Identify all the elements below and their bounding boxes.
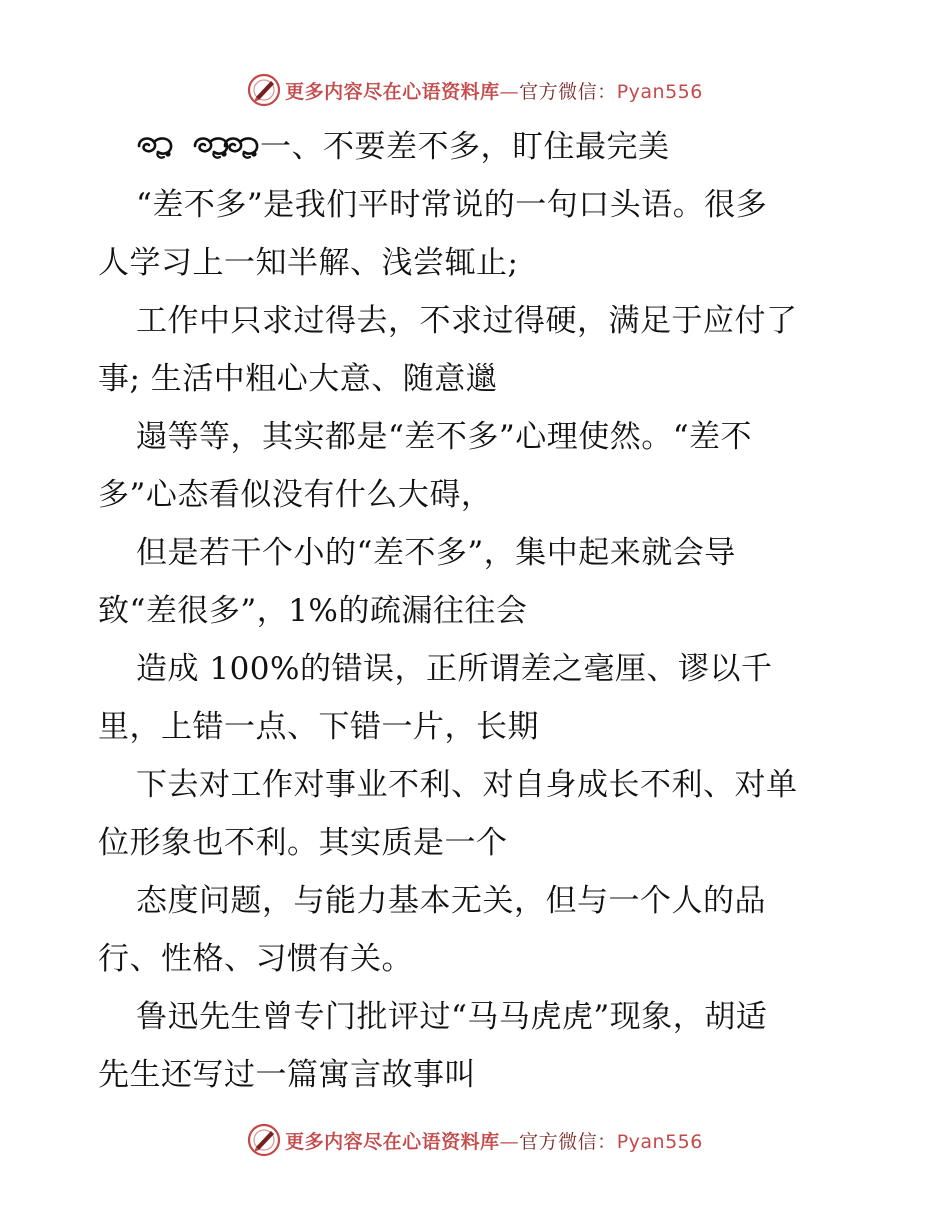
paragraph-line: 致“差很多”，1%的疏漏往往会 — [98, 593, 528, 629]
pen-logo-icon — [247, 73, 281, 107]
paragraph-line: 遢等等，其实都是“差不多”心理使然。“差不 — [136, 419, 753, 455]
banner-main-text: 更多内容尽在心语资料库 — [285, 1130, 500, 1153]
banner-official-text: 官方微信 — [519, 80, 598, 103]
paragraph-line: 事; 生活中粗心大意、随意邋 — [98, 361, 498, 397]
paragraph-line: 行、性格、习惯有关。 — [98, 941, 413, 977]
footer-banner — [0, 1120, 950, 1160]
banner-wechat-id: Pyan556 — [616, 80, 703, 103]
paragraph-line: “差不多”是我们平时常说的一句口头语。很多 — [136, 187, 768, 223]
paragraph-line: 下去对工作对事业不利、对自身成长不利、对单 — [136, 767, 798, 803]
banner-dash: — — [499, 1130, 520, 1153]
banner-separator: ： — [597, 1130, 617, 1153]
paragraph-line: 鲁迅先生曾专门批评过“马马虎虎”现象，胡适 — [136, 999, 768, 1035]
banner-dash: — — [499, 80, 520, 103]
header-banner — [0, 70, 950, 110]
paragraph-line: 造成 100%的错误，正所谓差之毫厘、谬以千 — [136, 651, 773, 687]
paragraph-line: 工作中只求过得去，不求过得硬，满足于应付了 — [136, 303, 798, 339]
paragraph-line: 位形象也不利。其实质是一个 — [98, 825, 508, 861]
fleuron-ornament-icon — [222, 132, 260, 162]
paragraph-line: 里，上错一点、下错一片，长期 — [98, 709, 539, 745]
paragraph-line: 但是若干个小的“差不多”，集中起来就会导 — [136, 535, 736, 571]
section-heading — [98, 118, 858, 176]
document-body — [98, 118, 858, 1104]
banner-text — [285, 77, 703, 104]
heading-text: 一、不要差不多，盯住最完美 — [260, 129, 670, 165]
banner-text — [285, 1127, 703, 1154]
paragraph-line: 先生还写过一篇寓言故事叫 — [98, 1057, 476, 1093]
paragraph-line: 态度问题，与能力基本无关，但与一个人的品 — [136, 883, 766, 919]
pen-logo-icon — [247, 1123, 281, 1157]
banner-separator: ： — [597, 80, 617, 103]
banner-official-text: 官方微信 — [519, 1130, 598, 1153]
fleuron-ornament-icon — [136, 132, 174, 162]
banner-main-text: 更多内容尽在心语资料库 — [285, 80, 500, 103]
banner-wechat-id: Pyan556 — [616, 1130, 703, 1153]
paragraph-line: 人学习上一知半解、浅尝辄止; — [98, 245, 519, 281]
paragraph-line: 多”心态看似没有什么大碍， — [98, 477, 493, 513]
